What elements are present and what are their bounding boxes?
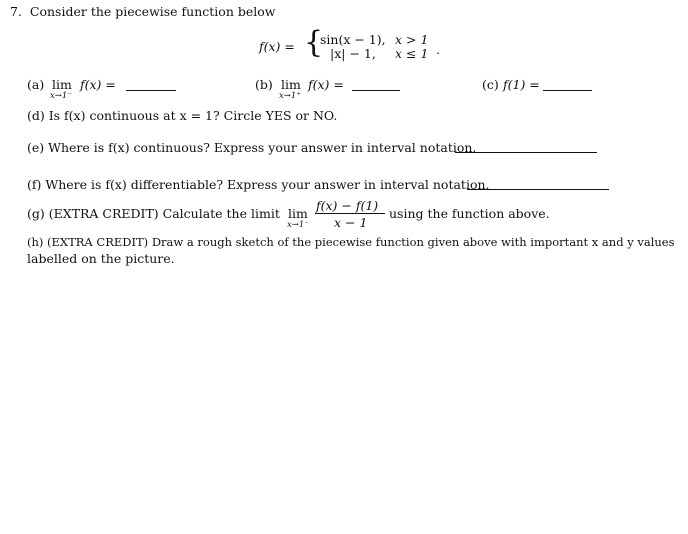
case2-condition: x ≤ 1	[395, 46, 429, 61]
part-g-prefix: (g) (EXTRA CREDIT) Calculate the limit	[27, 206, 280, 221]
case1-expression: sin(x − 1),	[320, 32, 386, 47]
part-h-line1: (h) (EXTRA CREDIT) Draw a rough sketch of the piecewise function given above with important x and y values	[27, 235, 675, 249]
part-f-question: (f) Where is f(x) differentiable? Express your answer in interval notation.	[27, 177, 490, 192]
problem-number: 7.	[10, 4, 22, 19]
definition-period: .	[436, 42, 440, 57]
part-g-fraction-bar	[315, 213, 385, 214]
case2-expression: |x| − 1,	[330, 46, 376, 61]
sketch-area[interactable]	[27, 272, 667, 522]
part-a-answer-blank[interactable]	[126, 90, 176, 91]
part-b-answer-blank[interactable]	[352, 90, 400, 91]
part-g-numerator: f(x) − f(1)	[316, 198, 379, 213]
part-h-line2: labelled on the picture.	[27, 251, 175, 266]
part-a-label: (a)	[27, 77, 45, 92]
part-c-answer-blank[interactable]	[543, 90, 592, 91]
problem-prompt: Consider the piecewise function below	[29, 4, 276, 19]
part-c-label: (c)	[482, 77, 499, 92]
part-e-answer-blank[interactable]	[455, 152, 597, 153]
part-b-subscript: x→1⁺	[279, 91, 301, 101]
part-g-denominator: x − 1	[334, 215, 368, 230]
part-a-expression: f(x) =	[80, 77, 116, 92]
part-e-question: (e) Where is f(x) continuous? Express your answer in interval notation.	[27, 140, 477, 155]
part-g-suffix: using the function above.	[389, 206, 550, 221]
part-b-lim: lim	[281, 77, 301, 92]
part-g-lim: lim	[288, 206, 308, 221]
problem-header	[10, 4, 275, 19]
left-brace: {	[304, 25, 324, 60]
part-f-answer-blank[interactable]	[467, 189, 609, 190]
part-c-expression: f(1) =	[503, 77, 540, 92]
part-a-lim: lim	[52, 77, 72, 92]
function-lhs: f(x) =	[259, 39, 295, 54]
part-g-subscript: x→1⁻	[287, 220, 309, 230]
part-b-expression: f(x) =	[308, 77, 344, 92]
part-a-subscript: x→1⁻	[50, 91, 72, 101]
part-b-label: (b)	[255, 77, 273, 92]
case1-condition: x > 1	[395, 32, 429, 47]
part-d-question: (d) Is f(x) continuous at x = 1? Circle YES or NO.	[27, 108, 338, 123]
